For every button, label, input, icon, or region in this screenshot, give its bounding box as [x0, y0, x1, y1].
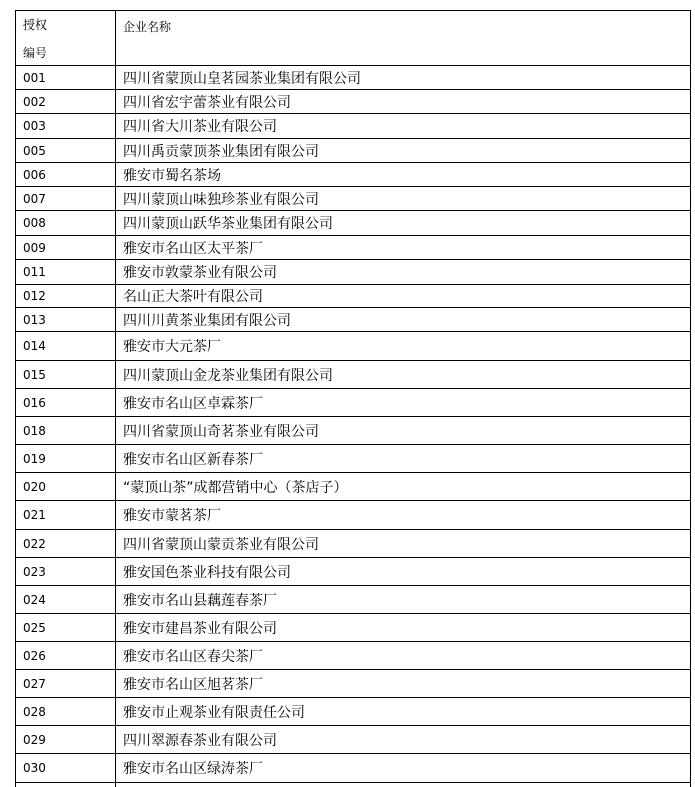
company-name-cell: 四川省蒙顶山皇茗园茶业集团有限公司 — [123, 70, 361, 87]
company-name-cell: 雅安国色茶业科技有限公司 — [123, 564, 291, 581]
authorization-code-cell: 029 — [16, 726, 116, 753]
authorization-code-cell: 021 — [16, 501, 116, 529]
company-name-cell: 雅安市建昌茶业有限公司 — [123, 620, 277, 637]
table-row — [15, 236, 691, 260]
table-row — [15, 66, 691, 90]
company-name-cell: 四川省蒙顶山奇茗茶业有限公司 — [123, 423, 319, 440]
company-name-cell: 四川蒙顶山跃华茶业集团有限公司 — [123, 216, 333, 232]
table-row — [15, 586, 691, 614]
authorization-code-cell: 016 — [16, 389, 116, 416]
table-row — [15, 501, 691, 530]
company-name-cell: 雅安市止观茶业有限责任公司 — [123, 704, 305, 721]
company-name-cell: 雅安市名山区新春茶厂 — [123, 451, 263, 468]
authorization-code-cell: 007 — [16, 187, 116, 210]
authorization-code-cell: 005 — [16, 139, 116, 162]
company-name-cell: 四川省宏宇蕾茶业有限公司 — [123, 94, 291, 111]
authorization-code-cell: 015 — [16, 361, 116, 388]
company-name-cell: 名山正大茶叶有限公司 — [123, 289, 263, 305]
table-row — [15, 163, 691, 187]
header-code-line1: 授权 — [23, 18, 48, 32]
company-name-cell: 四川省蒙顶山蒙贡茶业有限公司 — [123, 536, 319, 553]
table-row — [15, 308, 691, 332]
table-row — [15, 530, 691, 558]
header-authorization-code — [16, 11, 116, 65]
authorization-code-cell: 022 — [16, 530, 116, 557]
company-name-cell: 雅安市名山区卓霖茶厂 — [123, 395, 263, 412]
authorization-code-cell: 019 — [16, 445, 116, 472]
table-row — [15, 211, 691, 236]
company-name-cell: 雅安市名山区旭茗茶厂 — [123, 676, 263, 693]
table-row — [15, 187, 691, 211]
company-name-cell: 四川省大川茶业有限公司 — [123, 119, 277, 135]
authorization-code-cell: 026 — [16, 642, 116, 669]
authorization-code-cell: 018 — [16, 417, 116, 444]
table-row — [15, 642, 691, 670]
continuation-cell — [16, 783, 116, 787]
table-row — [15, 285, 691, 308]
company-name-cell: 雅安市敦蒙茶业有限公司 — [123, 265, 277, 281]
company-name-cell: 四川蒙顶山金龙茶业集团有限公司 — [123, 367, 333, 384]
table-row — [15, 754, 691, 783]
header-code-line2: 编号 — [23, 46, 48, 60]
authorization-code-cell: 013 — [16, 308, 116, 331]
authorization-code-cell: 001 — [16, 66, 116, 89]
table-row — [15, 473, 691, 501]
company-name-cell: 雅安市名山区春尖茶厂 — [123, 648, 263, 665]
table-row — [15, 698, 691, 726]
authorization-code-cell: 006 — [16, 163, 116, 186]
table-row — [15, 614, 691, 642]
table-row — [15, 114, 691, 139]
table-row — [15, 417, 691, 445]
authorization-code-cell: 002 — [16, 90, 116, 113]
authorization-code-cell: 020 — [16, 473, 116, 500]
company-name-cell: 四川蒙顶山味独珍茶业有限公司 — [123, 191, 319, 208]
table-row — [15, 445, 691, 473]
company-name-cell: 雅安市蒙茗茶厂 — [123, 508, 221, 524]
table-row — [15, 90, 691, 114]
table-row — [15, 260, 691, 285]
header-company-name: 企业名称 — [123, 20, 172, 34]
company-name-cell: “蒙顶山茶”成都营销中心（茶店子） — [123, 479, 348, 496]
continuation-cell — [116, 783, 690, 787]
table-header-row — [15, 10, 691, 66]
table-row — [15, 139, 691, 163]
table-row — [15, 558, 691, 586]
authorization-code-cell: 009 — [16, 236, 116, 259]
company-name-cell: 四川川黄茶业集团有限公司 — [123, 312, 291, 329]
authorization-code-cell: 027 — [16, 670, 116, 697]
table-row — [15, 726, 691, 754]
authorization-code-cell: 025 — [16, 614, 116, 641]
table-row — [15, 389, 691, 417]
authorization-code-cell: 011 — [16, 260, 116, 284]
table-row — [15, 361, 691, 389]
authorization-code-cell: 003 — [16, 114, 116, 138]
authorization-code-cell: 014 — [16, 332, 116, 360]
table-continuation — [15, 783, 691, 787]
table-body — [15, 66, 691, 783]
company-name-cell: 雅安市名山区太平茶厂 — [123, 240, 263, 257]
authorization-table — [15, 10, 691, 787]
company-name-cell: 雅安市名山区绿涛茶厂 — [123, 761, 263, 777]
company-name-cell: 雅安市名山县藕莲春茶厂 — [123, 592, 277, 609]
authorization-code-cell: 028 — [16, 698, 116, 725]
company-name-cell: 雅安市蜀名茶场 — [123, 167, 221, 184]
company-name-cell: 雅安市大元茶厂 — [123, 339, 221, 355]
authorization-code-cell: 012 — [16, 285, 116, 307]
authorization-code-cell: 030 — [16, 754, 116, 782]
authorization-code-cell: 024 — [16, 586, 116, 613]
table-row — [15, 332, 691, 361]
company-name-cell: 四川禹贡蒙顶茶业集团有限公司 — [123, 143, 319, 160]
table-row — [15, 670, 691, 698]
authorization-code-cell: 023 — [16, 558, 116, 585]
company-name-cell: 四川翠源春茶业有限公司 — [123, 732, 277, 749]
authorization-code-cell: 008 — [16, 211, 116, 235]
